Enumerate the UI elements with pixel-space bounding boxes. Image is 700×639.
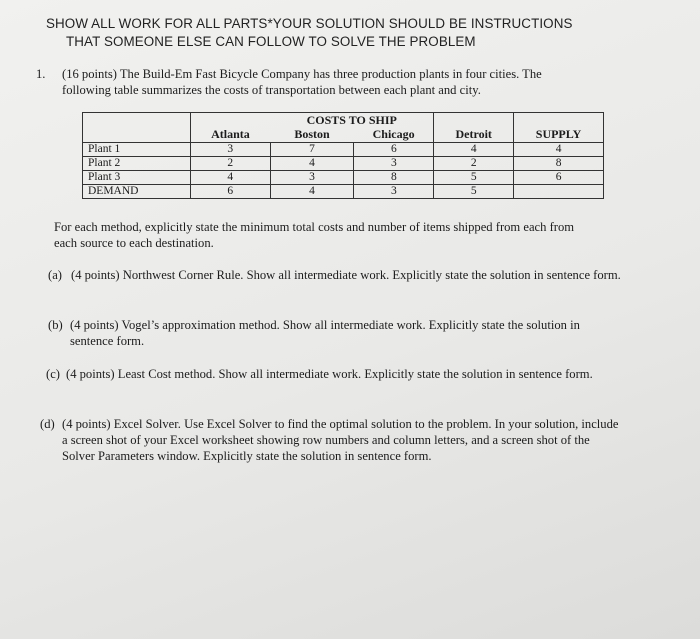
cost-cell: 6 (354, 143, 434, 157)
header-line-1: SHOW ALL WORK FOR ALL PARTS*YOUR SOLUTION SHOULD BE INSTRUCTIONS (46, 16, 573, 31)
cost-cell: 2 (190, 157, 270, 171)
cost-cell: 3 (270, 171, 354, 185)
table-row (83, 171, 604, 185)
demand-cell: 5 (434, 185, 514, 199)
demand-label: DEMAND (83, 185, 191, 199)
empty-cell (514, 185, 604, 199)
part-text: (4 points) Vogel’s approximation method. Show all intermediate work. Explicitly state the solution in sentence form. (70, 318, 580, 348)
instructions-header (46, 15, 646, 51)
supply-cell: 8 (514, 157, 604, 171)
part-label: (b) (48, 318, 63, 332)
col-header-chicago: Chicago (354, 128, 434, 143)
cost-cell: 2 (434, 157, 514, 171)
cost-cell: 4 (434, 143, 514, 157)
transportation-cost-table (82, 112, 604, 199)
part-label: (a) (48, 268, 62, 282)
cost-cell: 5 (434, 171, 514, 185)
table-row (83, 185, 604, 199)
instructions-text: For each method, explicitly state the minimum total costs and number of items shipped from each from each source to each destination. (54, 220, 575, 250)
method-instructions (54, 219, 599, 251)
demand-cell: 3 (354, 185, 434, 199)
table-corner (83, 113, 191, 128)
row-label: Plant 2 (83, 157, 191, 171)
col-header-detroit: Detroit (434, 128, 514, 143)
col-header-boston: Boston (270, 128, 354, 143)
cost-cell: 3 (190, 143, 270, 157)
supply-cell: 4 (514, 143, 604, 157)
cost-cell: 4 (190, 171, 270, 185)
row-label: Plant 3 (83, 171, 191, 185)
cost-cell: 8 (354, 171, 434, 185)
cost-cell: 3 (354, 157, 434, 171)
group-header: COSTS TO SHIP (270, 113, 434, 128)
table-row (83, 157, 604, 171)
cost-cell: 4 (270, 157, 354, 171)
part-text: (4 points) Excel Solver. Use Excel Solver to find the optimal solution to the problem. In your solution, include a screen shot of your Excel worksheet showing row numbers and column letters, and a screen shot of the Solver Parameters window. Explicitly state the solution in sentence form. (62, 417, 619, 463)
part-label: (c) (46, 367, 60, 381)
col-header-atlanta: Atlanta (190, 128, 270, 143)
part-text: (4 points) Northwest Corner Rule. Show all intermediate work. Explicitly state the solution in sentence form. (71, 268, 621, 282)
row-label: Plant 1 (83, 143, 191, 157)
question-text: (16 points) The Build-Em Fast Bicycle Company has three production plants in four cities. The following table summarizes the costs of transportation between each plant and city. (62, 67, 542, 97)
part-text: (4 points) Least Cost method. Show all intermediate work. Explicitly state the solution in sentence form. (66, 367, 593, 381)
header-line-2: THAT SOMEONE ELSE CAN FOLLOW TO SOLVE THE PROBLEM (66, 34, 476, 49)
col-header-supply: SUPPLY (514, 128, 604, 143)
question-number: 1. (36, 67, 46, 81)
demand-cell: 6 (190, 185, 270, 199)
supply-cell: 6 (514, 171, 604, 185)
table-row (83, 143, 604, 157)
demand-cell: 4 (270, 185, 354, 199)
cost-cell: 7 (270, 143, 354, 157)
part-label: (d) (40, 417, 55, 431)
